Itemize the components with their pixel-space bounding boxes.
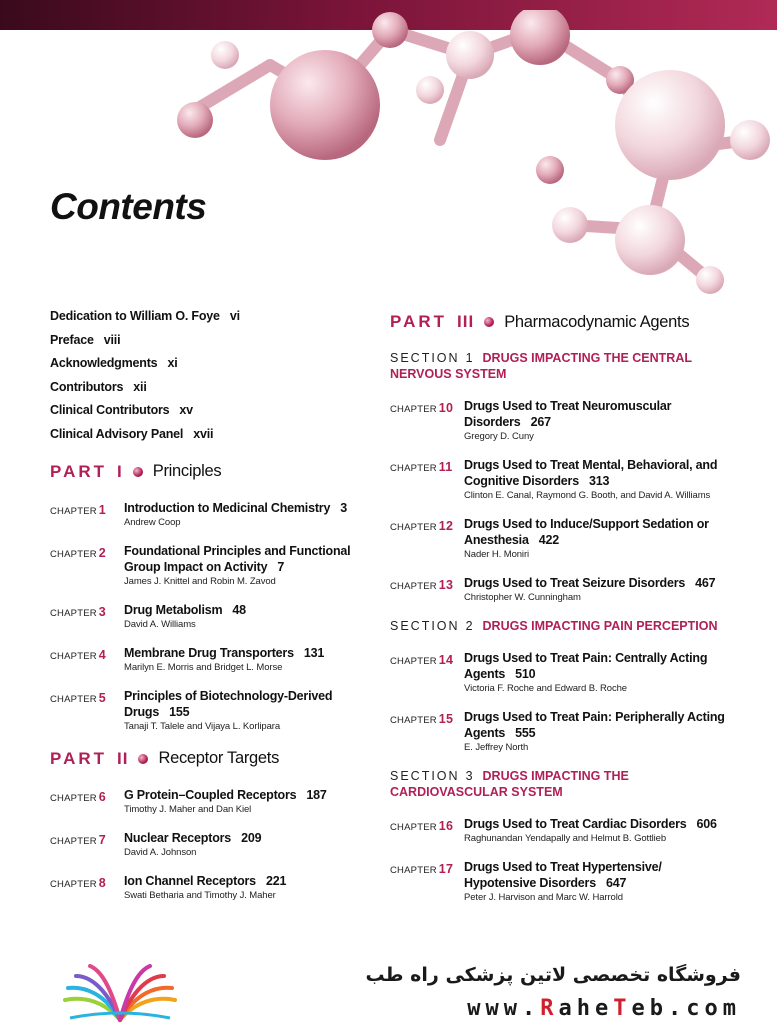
chapter-word: CHAPTER [390, 581, 437, 592]
chapter-entry[interactable] [390, 816, 730, 845]
url-part: ahe [558, 996, 614, 1021]
chapter-authors: David A. Williams [124, 618, 196, 630]
front-matter-label: Clinical Contributors [50, 403, 170, 418]
chapter-label [390, 457, 464, 502]
part-number: I [117, 461, 123, 481]
url-accent: T [613, 996, 632, 1021]
chapter-label [390, 650, 464, 695]
chapter-number: 6 [98, 789, 106, 804]
chapter-title: Principles of Biotechnology-Derived Drugs [124, 688, 333, 719]
chapter-page: 48 [232, 602, 246, 617]
footer-banner [0, 948, 777, 1030]
section-word: SECTION [390, 619, 460, 633]
chapter-number: 4 [98, 647, 106, 662]
chapter-authors: Andrew Coop [124, 516, 181, 528]
front-matter-page: xii [133, 379, 147, 394]
chapter-page: 422 [538, 533, 559, 547]
front-matter-page: xv [179, 403, 193, 418]
chapter-page: 155 [169, 704, 190, 719]
chapter-label [50, 787, 124, 816]
chapter-word: CHAPTER [390, 463, 437, 474]
chapter-authors: David A. Johnson [124, 846, 197, 858]
part-number: III [457, 312, 475, 331]
chapter-label [50, 873, 124, 902]
page-title: Contents [50, 186, 207, 227]
chapter-word: CHAPTER [50, 548, 97, 560]
chapter-title: Drugs Used to Treat Mental, Behavioral, and Cognitive Disorders [464, 458, 718, 488]
front-matter-label: Contributors [50, 379, 124, 394]
part-title: Receptor Targets [158, 749, 280, 768]
chapter-authors: Marilyn E. Morris and Bridget L. Morse [124, 661, 283, 673]
molecule-illustration [150, 10, 777, 300]
chapter-authors: Victoria F. Roche and Edward B. Roche [464, 683, 627, 694]
chapter-word: CHAPTER [50, 505, 97, 517]
chapter-authors: Swati Betharia and Timothy J. Maher [124, 889, 276, 901]
part-word: PART [50, 461, 108, 481]
chapter-page: 647 [605, 876, 627, 890]
front-matter-page: viii [103, 332, 121, 347]
chapter-label [50, 830, 124, 859]
front-matter-page: vi [229, 309, 240, 323]
url-accent: R [540, 996, 559, 1021]
chapter-authors: Tanaji T. Talele and Vijaya L. Korlipara [124, 720, 281, 732]
front-matter-label: Acknowledgments [50, 356, 158, 371]
section-heading[interactable] [390, 618, 730, 634]
chapter-authors: Gregory D. Cuny [464, 431, 534, 442]
chapter-page: 187 [306, 787, 327, 802]
chapter-label [390, 516, 464, 561]
front-matter-item[interactable] [50, 353, 370, 377]
chapter-page: 467 [695, 576, 716, 590]
part-title: Pharmacodynamic Agents [504, 312, 690, 331]
front-matter-item[interactable] [50, 330, 370, 354]
chapter-title: Drugs Used to Treat Pain: Peripherally Acting Agents [464, 710, 725, 740]
chapter-authors: Clinton E. Canal, Raymond G. Booth, and David A. Williams [464, 490, 711, 501]
chapter-word: CHAPTER [50, 650, 97, 662]
chapter-title: Drugs Used to Induce/Support Sedation or Anesthesia [464, 517, 709, 547]
chapter-word: CHAPTER [390, 715, 437, 726]
front-matter-item[interactable] [50, 377, 370, 401]
chapter-title: Drugs Used to Treat Neuromuscular Disorders [464, 399, 672, 429]
part-heading[interactable] [50, 747, 370, 771]
front-matter-item[interactable] [50, 306, 370, 330]
chapter-number: 8 [98, 875, 106, 890]
section-number: 1 [465, 351, 473, 365]
section-title: DRUGS IMPACTING THE CENTRAL NERVOUS SYSTEM [390, 351, 692, 381]
chapter-word: CHAPTER [390, 404, 437, 415]
footer-url[interactable] [467, 996, 741, 1021]
chapter-title: Drugs Used to Treat Pain: Centrally Acting Agents [464, 651, 708, 681]
chapter-title: Drugs Used to Treat Seizure Disorders [464, 576, 686, 590]
chapter-title: Introduction to Medicinal Chemistry [124, 500, 331, 515]
section-heading[interactable] [390, 350, 730, 382]
front-matter-item[interactable] [50, 400, 370, 424]
chapter-title: G Protein–Coupled Receptors [124, 787, 297, 802]
front-matter-label: Dedication to William O. Foye [50, 309, 220, 323]
chapter-label [50, 688, 124, 733]
chapter-word: CHAPTER [390, 522, 437, 533]
chapter-entry[interactable] [50, 602, 370, 631]
chapter-number: 17 [438, 862, 454, 876]
chapter-page: 606 [696, 817, 717, 831]
chapter-title: Drugs Used to Treat Cardiac Disorders [464, 817, 687, 831]
chapter-entry[interactable] [50, 688, 370, 733]
chapter-page: 313 [588, 474, 610, 488]
right-column [390, 310, 730, 918]
chapter-entry[interactable] [390, 575, 730, 604]
chapter-page: 7 [277, 559, 285, 574]
chapter-page: 3 [340, 500, 347, 515]
chapter-authors: Raghunandan Yendapally and Helmut B. Gottlieb [464, 833, 667, 844]
chapter-number: 5 [98, 690, 106, 705]
chapter-label [390, 709, 464, 754]
bullet-icon [484, 317, 494, 327]
part-number: II [117, 748, 129, 768]
chapter-page: 131 [303, 645, 325, 660]
chapter-word: CHAPTER [390, 865, 437, 876]
part-word: PART [390, 312, 448, 331]
chapter-number: 14 [438, 653, 454, 667]
url-part: eb.com [631, 996, 741, 1021]
chapter-authors: Christopher W. Cunningham [464, 592, 581, 603]
chapter-entry[interactable] [50, 543, 370, 588]
chapter-label [50, 500, 124, 529]
chapter-entry[interactable] [50, 645, 370, 674]
chapter-page: 267 [530, 415, 551, 429]
chapter-label [390, 859, 464, 904]
part-title: Principles [152, 462, 222, 481]
front-matter-label: Clinical Advisory Panel [50, 426, 184, 441]
chapter-number: 15 [438, 712, 454, 726]
chapter-word: CHAPTER [390, 656, 437, 667]
chapter-number: 16 [438, 819, 454, 833]
chapter-label [50, 543, 124, 588]
chapter-entry[interactable] [50, 830, 370, 859]
chapter-number: 3 [98, 604, 106, 619]
part-word: PART [50, 748, 108, 768]
front-matter-list [50, 306, 370, 448]
chapter-title: Membrane Drug Transporters [124, 645, 294, 660]
chapter-authors: E. Jeffrey North [464, 742, 529, 753]
front-matter-page: xvii [193, 426, 214, 441]
chapter-page: 209 [241, 830, 262, 845]
chapter-entry[interactable] [390, 398, 730, 443]
chapter-word: CHAPTER [50, 878, 97, 890]
part-heading[interactable] [50, 460, 370, 484]
section-heading[interactable] [390, 768, 730, 800]
chapter-number: 1 [98, 502, 106, 517]
part-heading[interactable] [390, 310, 730, 334]
front-matter-item[interactable] [50, 424, 370, 448]
chapter-entry[interactable] [390, 516, 730, 561]
chapter-number: 12 [438, 519, 454, 533]
section-number: 3 [465, 769, 473, 783]
chapter-authors: Nader H. Moniri [464, 549, 530, 560]
chapter-title: Ion Channel Receptors [124, 873, 256, 888]
bullet-icon [138, 754, 148, 764]
chapter-title: Drugs Used to Treat Hypertensive/ Hypotensive Disorders [464, 860, 662, 890]
section-number: 2 [465, 619, 473, 633]
section-word: SECTION [390, 769, 460, 783]
bullet-icon [133, 467, 143, 477]
front-matter-page: xi [167, 356, 178, 371]
chapter-label [390, 816, 464, 845]
chapter-number: 7 [98, 832, 106, 847]
chapter-word: CHAPTER [50, 693, 97, 705]
front-matter-label: Preface [50, 332, 94, 347]
chapter-entry[interactable] [390, 457, 730, 502]
chapter-title: Drug Metabolism [124, 602, 223, 617]
section-title: DRUGS IMPACTING PAIN PERCEPTION [482, 619, 718, 633]
chapter-label [390, 575, 464, 604]
url-part: www. [467, 996, 541, 1021]
chapter-authors: James J. Knittel and Robin M. Zavod [124, 575, 276, 587]
footer-store-name: فروشگاه تخصصی لاتین پزشکی راه طب [365, 964, 741, 986]
chapter-authors: Timothy J. Maher and Dan Kiel [124, 803, 252, 815]
chapter-title: Nuclear Receptors [124, 830, 232, 845]
chapter-entry[interactable] [390, 859, 730, 904]
chapter-label [50, 645, 124, 674]
chapter-number: 10 [438, 401, 454, 415]
chapter-page: 555 [515, 726, 536, 740]
chapter-number: 13 [438, 578, 454, 592]
chapter-page: 510 [515, 667, 536, 681]
chapter-entry[interactable] [390, 709, 730, 754]
chapter-page: 221 [265, 873, 287, 888]
chapter-entry[interactable] [50, 500, 370, 529]
chapter-number: 11 [438, 460, 453, 474]
chapter-word: CHAPTER [390, 822, 437, 833]
chapter-number: 2 [98, 545, 106, 560]
section-word: SECTION [390, 351, 460, 365]
chapter-label [50, 602, 124, 631]
chapter-entry[interactable] [50, 873, 370, 902]
chapter-entry[interactable] [50, 787, 370, 816]
chapter-entry[interactable] [390, 650, 730, 695]
chapter-word: CHAPTER [50, 835, 97, 847]
left-column [50, 306, 370, 916]
chapter-authors: Peter J. Harvison and Marc W. Harrold [464, 892, 623, 903]
chapter-word: CHAPTER [50, 607, 97, 619]
chapter-word: CHAPTER [50, 792, 97, 804]
open-book-logo-icon [60, 962, 180, 1026]
chapter-title: Foundational Principles and Functional Group Impact on Activity [124, 543, 351, 574]
chapter-label [390, 398, 464, 443]
section-title: DRUGS IMPACTING THE CARDIOVASCULAR SYSTEM [390, 769, 629, 799]
